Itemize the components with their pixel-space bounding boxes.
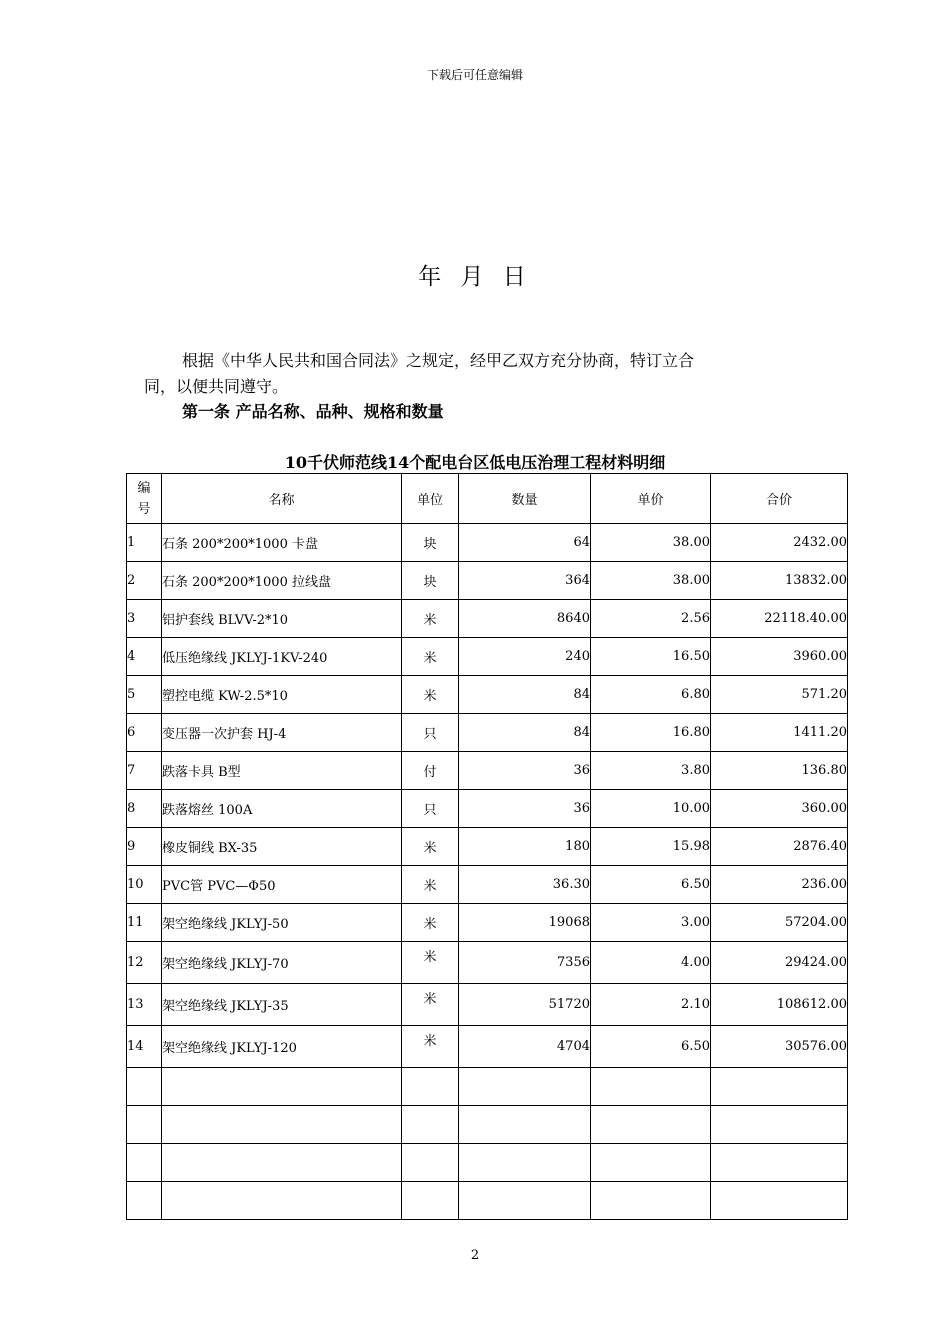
empty-cell xyxy=(402,1068,459,1106)
date-line: 年 月 日 xyxy=(418,264,532,290)
cell-qty: 36 xyxy=(459,752,591,790)
table-row xyxy=(127,984,848,1026)
header-no xyxy=(127,474,162,524)
cell-price: 3.00 xyxy=(591,904,711,942)
intro-paragraph xyxy=(144,348,814,400)
cell-qty: 84 xyxy=(459,714,591,752)
empty-cell xyxy=(127,1144,162,1182)
header-name: 名称 xyxy=(162,474,402,524)
cell-total: 29424.00 xyxy=(711,942,848,984)
cell-unit: 只 xyxy=(402,790,459,828)
cell-price: 16.50 xyxy=(591,638,711,676)
header-no-line1: 编 xyxy=(137,480,151,496)
empty-cell xyxy=(591,1106,711,1144)
cell-name: 塑控电缆 KW-2.5*10 xyxy=(162,676,402,714)
cell-unit: 米 xyxy=(402,828,459,866)
empty-cell xyxy=(711,1068,848,1106)
cell-name: 橡皮铜线 BX-35 xyxy=(162,828,402,866)
cell-total: 108612.00 xyxy=(711,984,848,1026)
header-price: 单价 xyxy=(591,474,711,524)
article-title: 第一条 产品名称、品种、规格和数量 xyxy=(182,402,444,421)
table-row xyxy=(127,942,848,984)
cell-name: 架空绝缘线 JKLYJ-70 xyxy=(162,942,402,984)
cell-total: 22118.40.00 xyxy=(711,600,848,638)
cell-no: 2 xyxy=(127,562,162,600)
cell-qty: 84 xyxy=(459,676,591,714)
table-row xyxy=(127,790,848,828)
intro-line-1: 根据《中华人民共和国合同法》之规定，经甲乙双方充分协商，特订立合 xyxy=(182,351,695,370)
cell-no: 14 xyxy=(127,1026,162,1068)
cell-total: 571.20 xyxy=(711,676,848,714)
cell-total: 30576.00 xyxy=(711,1026,848,1068)
cell-price: 3.80 xyxy=(591,752,711,790)
empty-table-row xyxy=(127,1106,848,1144)
empty-cell xyxy=(711,1144,848,1182)
empty-cell xyxy=(459,1106,591,1144)
cell-unit: 米 xyxy=(402,600,459,638)
cell-total: 13832.00 xyxy=(711,562,848,600)
cell-total: 3960.00 xyxy=(711,638,848,676)
cell-no: 13 xyxy=(127,984,162,1026)
cell-unit: 米 xyxy=(402,904,459,942)
cell-total: 136.80 xyxy=(711,752,848,790)
header-total: 合价 xyxy=(711,474,848,524)
table-row xyxy=(127,828,848,866)
cell-price: 6.50 xyxy=(591,866,711,904)
table-header-row xyxy=(127,474,848,524)
cell-price: 15.98 xyxy=(591,828,711,866)
cell-qty: 7356 xyxy=(459,942,591,984)
materials-table xyxy=(126,473,848,1220)
cell-total: 1411.20 xyxy=(711,714,848,752)
empty-cell xyxy=(127,1182,162,1220)
cell-no: 8 xyxy=(127,790,162,828)
empty-cell xyxy=(591,1144,711,1182)
cell-no: 3 xyxy=(127,600,162,638)
empty-cell xyxy=(711,1106,848,1144)
header-qty: 数量 xyxy=(459,474,591,524)
table-row xyxy=(127,676,848,714)
table-row xyxy=(127,752,848,790)
table-row xyxy=(127,524,848,562)
cell-price: 2.56 xyxy=(591,600,711,638)
cell-total: 360.00 xyxy=(711,790,848,828)
cell-qty: 8640 xyxy=(459,600,591,638)
cell-price: 38.00 xyxy=(591,524,711,562)
header-unit: 单位 xyxy=(402,474,459,524)
empty-cell xyxy=(459,1182,591,1220)
cell-name: 跌落卡具 B型 xyxy=(162,752,402,790)
cell-no: 10 xyxy=(127,866,162,904)
cell-qty: 180 xyxy=(459,828,591,866)
table-row xyxy=(127,562,848,600)
cell-price: 2.10 xyxy=(591,984,711,1026)
cell-unit: 块 xyxy=(402,562,459,600)
cell-name: 架空绝缘线 JKLYJ-35 xyxy=(162,984,402,1026)
empty-cell xyxy=(162,1106,402,1144)
cell-qty: 19068 xyxy=(459,904,591,942)
cell-total: 57204.00 xyxy=(711,904,848,942)
empty-cell xyxy=(711,1182,848,1220)
cell-no: 7 xyxy=(127,752,162,790)
table-row xyxy=(127,638,848,676)
table-row xyxy=(127,904,848,942)
cell-unit: 米 xyxy=(402,942,459,984)
cell-no: 11 xyxy=(127,904,162,942)
empty-cell xyxy=(402,1144,459,1182)
empty-table-row xyxy=(127,1182,848,1220)
empty-cell xyxy=(402,1182,459,1220)
table-row xyxy=(127,866,848,904)
cell-total: 2432.00 xyxy=(711,524,848,562)
cell-qty: 240 xyxy=(459,638,591,676)
cell-no: 9 xyxy=(127,828,162,866)
cell-price: 6.80 xyxy=(591,676,711,714)
cell-name: 石条 200*200*1000 拉线盘 xyxy=(162,562,402,600)
empty-table-row xyxy=(127,1068,848,1106)
empty-cell xyxy=(591,1182,711,1220)
cell-price: 6.50 xyxy=(591,1026,711,1068)
page-header-note: 下载后可任意编辑 xyxy=(426,68,523,82)
cell-name: 跌落熔丝 100A xyxy=(162,790,402,828)
empty-table-row xyxy=(127,1144,848,1182)
page-number: 2 xyxy=(470,1248,480,1263)
cell-no: 6 xyxy=(127,714,162,752)
cell-no: 4 xyxy=(127,638,162,676)
empty-cell xyxy=(402,1106,459,1144)
cell-name: 铝护套线 BLVV-2*10 xyxy=(162,600,402,638)
cell-name: 架空绝缘线 JKLYJ-50 xyxy=(162,904,402,942)
empty-cell xyxy=(162,1144,402,1182)
cell-name: PVC管 PVC—Φ50 xyxy=(162,866,402,904)
cell-no: 12 xyxy=(127,942,162,984)
cell-name: 架空绝缘线 JKLYJ-120 xyxy=(162,1026,402,1068)
cell-unit: 块 xyxy=(402,524,459,562)
cell-price: 16.80 xyxy=(591,714,711,752)
table-row xyxy=(127,1026,848,1068)
cell-price: 10.00 xyxy=(591,790,711,828)
cell-unit: 米 xyxy=(402,984,459,1026)
cell-qty: 51720 xyxy=(459,984,591,1026)
table-title: 10千伏师范线14个配电台区低电压治理工程材料明细 xyxy=(284,453,666,472)
cell-unit: 米 xyxy=(402,676,459,714)
empty-cell xyxy=(162,1068,402,1106)
empty-cell xyxy=(459,1068,591,1106)
cell-name: 低压绝缘线 JKLYJ-1KV-240 xyxy=(162,638,402,676)
cell-qty: 36 xyxy=(459,790,591,828)
header-no-line2: 号 xyxy=(137,501,151,517)
table-row xyxy=(127,714,848,752)
cell-qty: 4704 xyxy=(459,1026,591,1068)
cell-name: 变压器一次护套 HJ-4 xyxy=(162,714,402,752)
table-row xyxy=(127,600,848,638)
intro-line-2: 同，以便共同遵守。 xyxy=(144,377,289,396)
empty-cell xyxy=(127,1068,162,1106)
empty-cell xyxy=(591,1068,711,1106)
cell-name: 石条 200*200*1000 卡盘 xyxy=(162,524,402,562)
cell-unit: 米 xyxy=(402,638,459,676)
cell-no: 5 xyxy=(127,676,162,714)
cell-price: 38.00 xyxy=(591,562,711,600)
cell-unit: 付 xyxy=(402,752,459,790)
cell-qty: 64 xyxy=(459,524,591,562)
table-body xyxy=(127,524,848,1220)
cell-unit: 只 xyxy=(402,714,459,752)
cell-total: 236.00 xyxy=(711,866,848,904)
empty-cell xyxy=(127,1106,162,1144)
cell-unit: 米 xyxy=(402,1026,459,1068)
cell-no: 1 xyxy=(127,524,162,562)
cell-qty: 36.30 xyxy=(459,866,591,904)
cell-price: 4.00 xyxy=(591,942,711,984)
empty-cell xyxy=(459,1144,591,1182)
cell-qty: 364 xyxy=(459,562,591,600)
empty-cell xyxy=(162,1182,402,1220)
cell-unit: 米 xyxy=(402,866,459,904)
cell-total: 2876.40 xyxy=(711,828,848,866)
